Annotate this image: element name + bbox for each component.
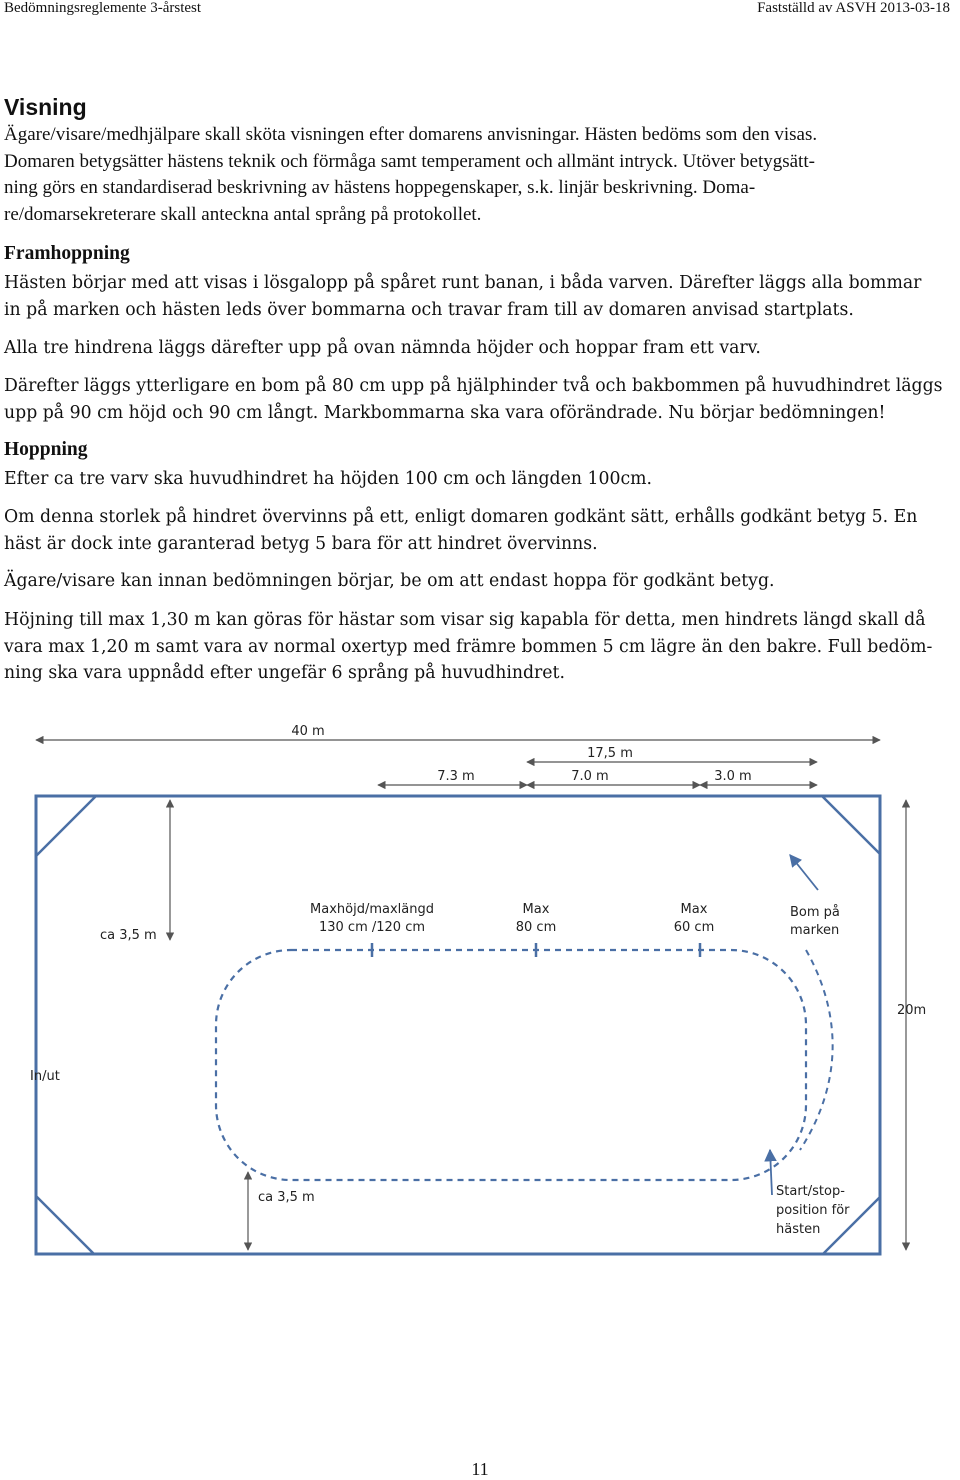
arena-outline [36, 796, 880, 1254]
text-line: Hästen börjar med att visas i lösgalopp på spåret runt banan, i båda varven. Därefter läggs alla bommar [4, 273, 922, 293]
start-position-label-line-3: hästen [776, 1222, 821, 1237]
jump-3-label-line-1: Max [680, 902, 708, 917]
text-line: Efter ca tre varv ska huvudhindret ha höjden 100 cm och längden 100cm. [4, 469, 652, 489]
running-header-title: Bedömningsreglemente 3-årstest [4, 0, 202, 16]
distance-a-label: 7.3 m [437, 769, 475, 784]
hoppning-paragraph-3 [4, 568, 956, 595]
text-line: ning ska vara uppnådd efter ungefär 6 språng på huvudhindret. [4, 663, 565, 683]
text-line: vara max 1,20 m samt vara av normal oxertyp med främre bommen 5 cm lägre än den bakre. Full bedöm- [4, 636, 933, 657]
distance-b-label: 7.0 m [571, 769, 609, 784]
page-number: 11 [471, 1459, 489, 1479]
hoppning-paragraph-2 [4, 504, 956, 557]
corner-bottom-label: ca 3,5 m [258, 1190, 315, 1205]
start-position-pointer-arrow [770, 1150, 772, 1195]
jump-1-label-line-1: Maxhöjd/maxlängd [310, 902, 434, 917]
text-line: upp på 90 cm höjd och 90 cm långt. Markbommarna ska vara oförändrade. Nu börjar bedömningen! [4, 402, 886, 423]
width-label: 40 m [291, 724, 325, 739]
text-line: Om denna storlek på hindret övervinns på ett, enligt domaren godkänt sätt, erhålls godkänt betyg 5. En [4, 507, 918, 527]
start-position-label-line-2: position för [776, 1203, 850, 1218]
corner-bottom-left [36, 1196, 94, 1254]
jump-2-label-line-1: Max [522, 902, 550, 917]
visning-heading: Visning [4, 94, 87, 120]
text-line: Alla tre hindrena läggs därefter upp på ovan nämnda höjder och hoppar fram ett varv. [4, 338, 761, 358]
ground-pole-pointer-arrow [790, 855, 818, 890]
ground-pole-label-line-2: marken [790, 923, 840, 938]
text-line: Ägare/visare/medhjälpare skall sköta visningen efter domarens anvisningar. Hästen bedöms som den visas. [4, 124, 818, 145]
jump-3-label-line-2: 60 cm [673, 920, 715, 935]
hoppning-paragraph-1 [4, 466, 956, 493]
total-distance-label: 17,5 m [587, 746, 633, 761]
entrance-label: In/ut [30, 1069, 60, 1084]
corner-top-label: ca 3,5 m [100, 928, 157, 943]
visning-paragraph [4, 122, 956, 228]
text-line: häst är dock inte garanterad betyg 5 bara för att hindret övervinns. [4, 533, 598, 554]
framhoppning-paragraph-3 [4, 373, 956, 426]
text-line: re/domarsekreterare skall anteckna antal språng på protokollet. [4, 203, 482, 225]
framhoppning-heading: Framhoppning [4, 243, 130, 264]
height-label: 20m [897, 1003, 927, 1018]
framhoppning-paragraph-2 [4, 335, 956, 362]
hoppning-heading: Hoppning [4, 439, 88, 460]
text-line: Därefter läggs ytterligare en bom på 80 cm upp på hjälphinder två och bakbommen på huvudhindret läggs [4, 376, 943, 396]
ground-pole-label-line-1: Bom på [790, 905, 840, 920]
running-header-date: Fastställd av ASVH 2013-03-18 [757, 0, 950, 16]
track-oval [216, 950, 806, 1180]
text-line: Domaren betygsätter hästens teknik och förmåga samt temperament och allmänt intryck. Utöver betygsätt- [4, 150, 815, 172]
jump-2-label-line-2: 80 cm [515, 920, 557, 935]
corner-top-left [36, 796, 96, 856]
distance-c-label: 3.0 m [714, 769, 752, 784]
text-line: Höjning till max 1,30 m kan göras för hästar som visar sig kapabla för detta, men hindrets längd skall då [4, 610, 926, 630]
start-position-label-line-1: Start/stop- [776, 1184, 845, 1199]
corner-top-right [822, 796, 880, 854]
arena-diagram [0, 700, 960, 1260]
text-line: in på marken och hästen leds över bommarna och travar fram till av domaren anvisad startplats. [4, 299, 854, 320]
jump-1-label-line-2: 130 cm /120 cm [318, 920, 426, 935]
text-line: Ägare/visare kan innan bedömningen börjar, be om att endast hoppa för godkänt betyg. [4, 571, 775, 591]
framhoppning-paragraph-1 [4, 270, 956, 323]
hoppning-paragraph-4 [4, 607, 956, 687]
text-line: ning görs en standardiserad beskrivning av hästens hoppegenskaper, s.k. linjär beskrivning. Doma- [4, 177, 756, 198]
